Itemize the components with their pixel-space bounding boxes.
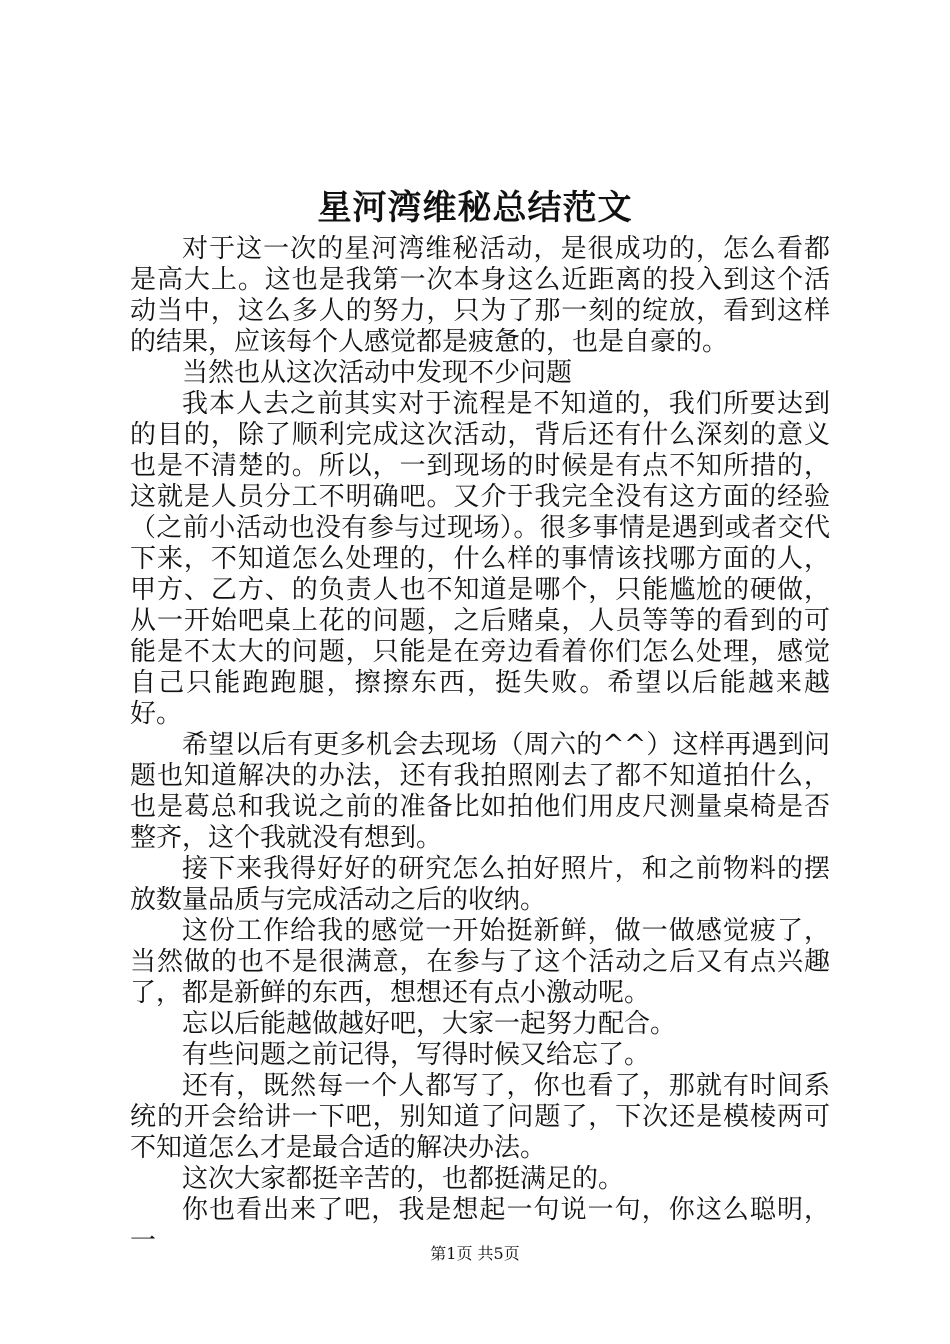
paragraph: 忘以后能越做越好吧，大家一起努力配合。 [182,1009,677,1039]
page-footer: 第1页 共5页 [430,1244,520,1263]
paragraph: 有些问题之前记得，写得时候又给忘了。 [182,1040,651,1070]
paragraph: 接下来我得好好的研究怎么拍好照片，和之前物料的摆放数量品质与完成活动之后的收纳。 [130,854,830,915]
paragraph: 你也看出来了吧，我是想起一句说一句，你这么聪明，一 [130,1195,830,1256]
document-title: 星河湾维秘总结范文 [317,188,633,228]
paragraph: 当然也从这次活动中发现不少问题 [182,358,573,388]
paragraph: 希望以后有更多机会去现场（周六的^^）这样再遇到问题也知道解决的办法，还有我拍照刚去了都不知道拍什么，也是葛总和我说之前的准备比如拍他们用皮尺测量桌椅是否整齐，这个我就没有想到。 [130,730,830,853]
paragraph: 对于这一次的星河湾维秘活动，是很成功的，怎么看都是高大上。这也是我第一次本身这么近距离的投入到这个活动当中，这么多人的努力，只为了那一刻的绽放，看到这样的结果，应该每个人感觉都是疲惫的，也是自豪的。 [130,234,830,357]
document-body [130,234,830,1257]
paragraph: 还有，既然每一个人都写了，你也看了，那就有时间系统的开会给讲一下吧，别知道了问题了，下次还是模棱两可不知道怎么才是最合适的解决办法。 [130,1071,830,1163]
paragraph: 这份工作给我的感觉一开始挺新鲜，做一做感觉疲了，当然做的也不是很满意，在参与了这个活动之后又有点兴趣了，都是新鲜的东西，想想还有点小激动呢。 [130,916,830,1008]
paragraph: 这次大家都挺辛苦的，也都挺满足的。 [182,1164,625,1194]
paragraph: 我本人去之前其实对于流程是不知道的，我们所要达到的目的，除了顺利完成这次活动，背后还有什么深刻的意义也是不清楚的。所以，一到现场的时候是有点不知所措的，这就是人员分工不明确吧。又介于我完全没有这方面的经验（之前小活动也没有参与过现场）。很多事情是遇到或者交代下来，不知道怎么处理的，什么样的事情该找哪方面的人，甲方、乙方、的负责人也不知道是哪个，只能尴尬的硬做，从一开始吧桌上花的问题，之后赌桌，人员等等的看到的可能是不太大的问题，只能是在旁边看着你们怎么处理，感觉自己只能跑跑腿，擦擦东西，挺失败。希望以后能越来越好。 [130,389,830,729]
